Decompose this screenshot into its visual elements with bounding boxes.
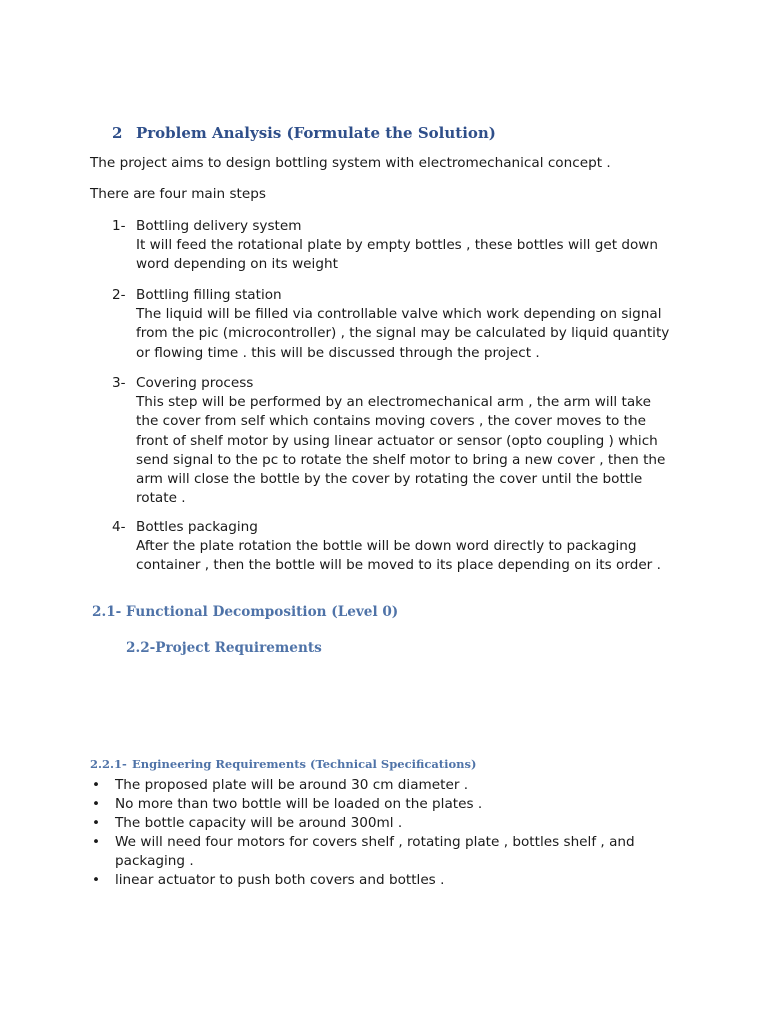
step-body: After the plate rotation the bottle will be down word directly to packaging container , then the bottle will be moved to its place depending on its order . [136, 538, 661, 574]
step-item [112, 286, 672, 363]
intro-paragraph: The project aims to design bottling system with electromechanical concept . [90, 155, 611, 171]
step-number: 1- [112, 218, 126, 234]
list-item-text: The bottle capacity will be around 300ml . [115, 815, 403, 831]
list-item-text: The proposed plate will be around 30 cm diameter . [115, 777, 469, 793]
step-title: Bottling filling station [136, 287, 282, 303]
step-title: Covering process [136, 375, 254, 391]
section-number: 2 [112, 124, 123, 142]
step-number: 2- [112, 287, 126, 303]
step-item [112, 518, 672, 576]
steps-intro-paragraph: There are four main steps [90, 186, 266, 202]
step-item [112, 374, 672, 508]
list-item-text: We will need four motors for covers shelf , rotating plate , bottles shelf , and packaging . [115, 834, 635, 869]
bullet-icon: • [92, 777, 101, 793]
step-number: 4- [112, 519, 126, 535]
step-number: 3- [112, 375, 126, 391]
step-title: Bottles packaging [136, 519, 258, 535]
bullet-icon: • [92, 796, 101, 812]
list-item-text: No more than two bottle will be loaded on the plates . [115, 796, 483, 812]
section-title: Problem Analysis (Formulate the Solution) [136, 124, 496, 142]
step-title: Bottling delivery system [136, 218, 302, 234]
subsection-number: 2.2.1- [90, 757, 127, 771]
subsection-heading-2-1: 2.1- Functional Decomposition (Level 0) [92, 604, 399, 620]
bullet-icon: • [92, 834, 101, 850]
list-item [90, 795, 670, 814]
bullet-icon: • [92, 872, 101, 888]
list-item [90, 814, 670, 833]
subsection-title: Engineering Requirements (Technical Specifications) [132, 757, 477, 771]
subsection-heading-2-2: 2.2-Project Requirements [126, 640, 322, 656]
list-item [90, 776, 670, 795]
step-body: It will feed the rotational plate by empty bottles , these bottles will get down word depending on its weight [136, 237, 659, 273]
list-item [90, 871, 670, 890]
step-body: This step will be performed by an electromechanical arm , the arm will take the cover from self which contains moving covers , the cover moves to the front of shelf motor by using linear actuator or sensor (opto coupling ) which send signal to the pc to rotate the shelf motor to bring a new cover , then the arm will close the bottle by the cover by rotating the cover until the bottle rotate . [136, 394, 666, 507]
step-item [112, 217, 672, 275]
step-body: The liquid will be filled via controllable valve which work depending on signal from the pic (microcontroller) , the signal may be calculated by liquid quantity or flowing time . this will be discussed through the project . [136, 306, 670, 361]
subsection-heading-2-2-1 [90, 757, 476, 771]
list-item-text: linear actuator to push both covers and bottles . [115, 872, 445, 888]
bullet-icon: • [92, 815, 101, 831]
requirements-list [90, 776, 670, 890]
list-item [90, 833, 670, 871]
section-heading [112, 124, 496, 142]
